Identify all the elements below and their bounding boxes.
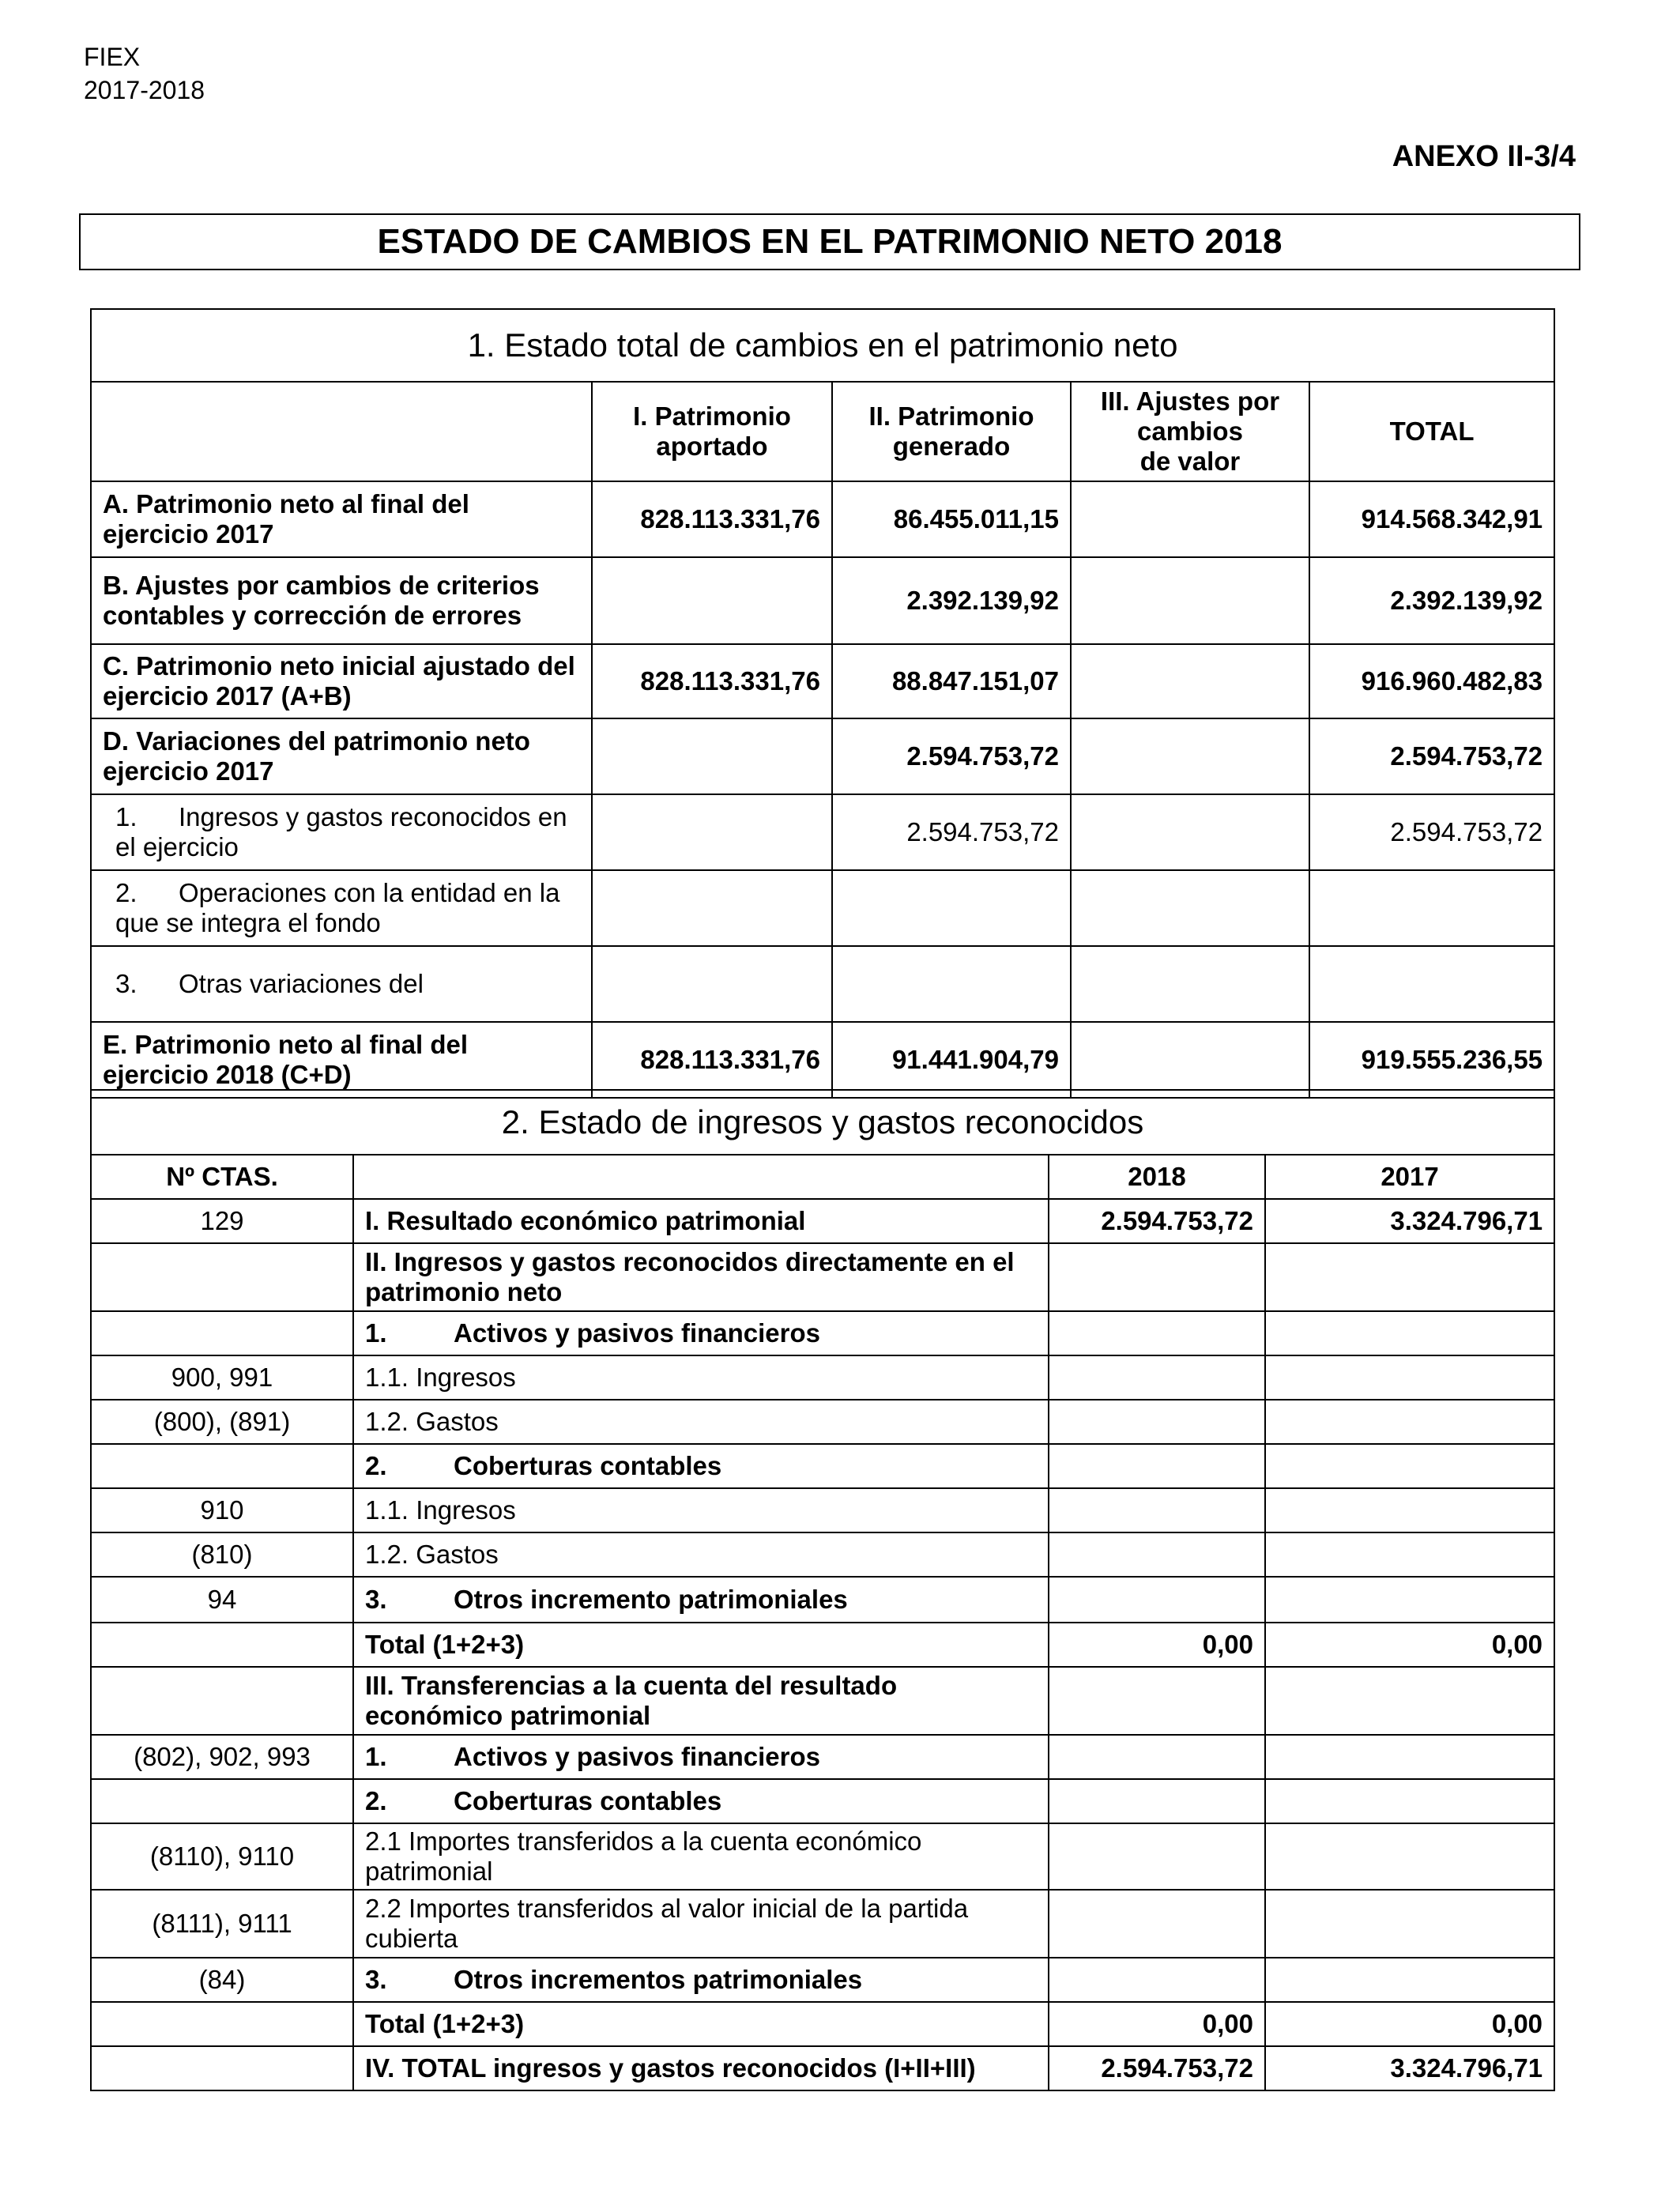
section1-row-value-col-2: 86.455.011,15 bbox=[832, 481, 1071, 557]
section2-row-value-2018 bbox=[1049, 1444, 1265, 1488]
section1-header-blank bbox=[91, 382, 592, 481]
section1-header-line: TOTAL bbox=[1389, 417, 1475, 446]
section1-row-value-col-3 bbox=[1071, 1022, 1309, 1098]
section1-row-value-col-4: 2.594.753,72 bbox=[1309, 794, 1554, 870]
section1-row-value-col-4: 2.594.753,72 bbox=[1309, 718, 1554, 794]
patrimonio-neto-table bbox=[90, 308, 1555, 1099]
section1-row-value-col-3 bbox=[1071, 557, 1309, 644]
section2-row-value-2018 bbox=[1049, 1532, 1265, 1577]
section2-row-value-2018 bbox=[1049, 1823, 1265, 1890]
section2-row bbox=[91, 1823, 1554, 1890]
section2-row-ctas: (84) bbox=[91, 1958, 353, 2002]
section2-row-ctas: (810) bbox=[91, 1532, 353, 1577]
section1-row-value-col-3 bbox=[1071, 718, 1309, 794]
section2-row-value-2017: 3.324.796,71 bbox=[1265, 1199, 1554, 1243]
section1-row bbox=[91, 718, 1554, 794]
row-index: 2. bbox=[365, 1451, 387, 1480]
section2-title-row bbox=[91, 1090, 1554, 1155]
section2-row bbox=[91, 1243, 1554, 1311]
section1-row-label: A. Patrimonio neto al final del ejercicio 2017 bbox=[91, 481, 592, 557]
section2-row-value-2017 bbox=[1265, 1958, 1554, 2002]
section2-row-value-2017 bbox=[1265, 1667, 1554, 1735]
section1-row-value-col-2: 91.441.904,79 bbox=[832, 1022, 1071, 1098]
section2-row-value-2018 bbox=[1049, 1488, 1265, 1532]
row-label-text: Activos y pasivos financieros bbox=[454, 1318, 821, 1348]
section1-row bbox=[91, 870, 1554, 946]
section1-row-value-col-4 bbox=[1309, 946, 1554, 1022]
section1-header-line: II. Patrimonio bbox=[868, 401, 1034, 431]
section1-row bbox=[91, 557, 1554, 644]
row-index: 1. bbox=[115, 802, 137, 831]
row-label-text: Otros incremento patrimoniales bbox=[454, 1585, 848, 1614]
section2-row-value-2017: 0,00 bbox=[1265, 2002, 1554, 2046]
section1-row-value-col-2: 2.392.139,92 bbox=[832, 557, 1071, 644]
section1-row-value-col-1 bbox=[592, 557, 832, 644]
section1-header-line: generado bbox=[892, 432, 1011, 461]
section2-row-value-2017 bbox=[1265, 1735, 1554, 1779]
row-index: 2. bbox=[365, 1786, 387, 1815]
section1-header-line: de valor bbox=[1139, 447, 1241, 476]
section2-row-value-2018 bbox=[1049, 1779, 1265, 1823]
section2-row-value-2017 bbox=[1265, 1311, 1554, 1355]
section2-row bbox=[91, 1311, 1554, 1355]
section2-row bbox=[91, 1667, 1554, 1735]
section1-row bbox=[91, 644, 1554, 718]
section2-row-ctas bbox=[91, 1444, 353, 1488]
section1-row bbox=[91, 481, 1554, 557]
section1-row bbox=[91, 946, 1554, 1022]
section2-row bbox=[91, 1444, 1554, 1488]
row-label-text: Coberturas contables bbox=[454, 1786, 722, 1815]
section1-header-col-3 bbox=[1071, 382, 1309, 481]
section2-row bbox=[91, 1890, 1554, 1958]
section2-row-value-2018: 0,00 bbox=[1049, 1623, 1265, 1667]
section2-row-ctas bbox=[91, 2046, 353, 2090]
section1-row-value-col-2 bbox=[832, 870, 1071, 946]
section2-row-label: 1.2. Gastos bbox=[353, 1400, 1049, 1444]
section2-row-value-2017 bbox=[1265, 1488, 1554, 1532]
section1-row-value-col-4: 916.960.482,83 bbox=[1309, 644, 1554, 718]
section2-row-value-2018 bbox=[1049, 1400, 1265, 1444]
section1-row bbox=[91, 1022, 1554, 1098]
section2-row-value-2018 bbox=[1049, 1667, 1265, 1735]
section2-row-label bbox=[353, 1311, 1049, 1355]
section2-row-value-2017 bbox=[1265, 1243, 1554, 1311]
section1-row-value-col-2 bbox=[832, 946, 1071, 1022]
row-index: 2. bbox=[115, 878, 137, 907]
ingresos-gastos-table bbox=[90, 1089, 1555, 2091]
section1-row-value-col-4: 919.555.236,55 bbox=[1309, 1022, 1554, 1098]
section2-row bbox=[91, 1400, 1554, 1444]
section1-row-label bbox=[91, 794, 592, 870]
section2-row-label: II. Ingresos y gastos reconocidos directamente en el patrimonio neto bbox=[353, 1243, 1049, 1311]
section2-row-ctas: 129 bbox=[91, 1199, 353, 1243]
section1-row-value-col-4: 914.568.342,91 bbox=[1309, 481, 1554, 557]
section1-row-value-col-3 bbox=[1071, 481, 1309, 557]
section2-row-value-2017 bbox=[1265, 1400, 1554, 1444]
section1-row-value-col-1 bbox=[592, 718, 832, 794]
section1-row-value-col-1: 828.113.331,76 bbox=[592, 481, 832, 557]
section1-title-row bbox=[91, 309, 1554, 382]
section2-row bbox=[91, 1779, 1554, 1823]
section1-row-value-col-1: 828.113.331,76 bbox=[592, 1022, 832, 1098]
row-label-text: Coberturas contables bbox=[454, 1451, 722, 1480]
section2-row-value-2018: 2.594.753,72 bbox=[1049, 2046, 1265, 2090]
section1-header-col-1 bbox=[592, 382, 832, 481]
section2-row-value-2017 bbox=[1265, 1532, 1554, 1577]
page-title: ESTADO DE CAMBIOS EN EL PATRIMONIO NETO 2018 bbox=[79, 213, 1580, 270]
section2-row-label: 2.1 Importes transferidos a la cuenta económico patrimonial bbox=[353, 1823, 1049, 1890]
section2-row-ctas bbox=[91, 1779, 353, 1823]
section2-row-value-2018 bbox=[1049, 1890, 1265, 1958]
section2-row-value-2018 bbox=[1049, 1243, 1265, 1311]
section2-row bbox=[91, 1958, 1554, 2002]
row-label-text: Otros incrementos patrimoniales bbox=[454, 1965, 863, 1994]
section1-row-label bbox=[91, 870, 592, 946]
section2-row-value-2018 bbox=[1049, 1735, 1265, 1779]
section2-row-value-2018: 2.594.753,72 bbox=[1049, 1199, 1265, 1243]
section1-row-value-col-4: 2.392.139,92 bbox=[1309, 557, 1554, 644]
section1-row-value-col-2: 2.594.753,72 bbox=[832, 794, 1071, 870]
section2-row-label: 2.2 Importes transferidos al valor inicial de la partida cubierta bbox=[353, 1890, 1049, 1958]
section2-row-ctas: (8111), 9111 bbox=[91, 1890, 353, 1958]
section2-row bbox=[91, 1199, 1554, 1243]
section2-row-label: IV. TOTAL ingresos y gastos reconocidos (I+II+III) bbox=[353, 2046, 1049, 2090]
section2-row-value-2017 bbox=[1265, 1577, 1554, 1623]
section1-header-line: aportado bbox=[656, 432, 768, 461]
section2-row-label bbox=[353, 1444, 1049, 1488]
section1-row-value-col-3 bbox=[1071, 644, 1309, 718]
section2-row-value-2018 bbox=[1049, 1958, 1265, 2002]
section2-row-value-2018 bbox=[1049, 1311, 1265, 1355]
section1-row-value-col-3 bbox=[1071, 946, 1309, 1022]
section1-row-label: E. Patrimonio neto al final del ejercicio 2018 (C+D) bbox=[91, 1022, 592, 1098]
section2-row bbox=[91, 1577, 1554, 1623]
section2-row-ctas bbox=[91, 1667, 353, 1735]
section2-row-label: Total (1+2+3) bbox=[353, 2002, 1049, 2046]
row-index: 1. bbox=[365, 1742, 387, 1771]
section1-row-value-col-4 bbox=[1309, 870, 1554, 946]
section1-header-line: cambios bbox=[1137, 417, 1243, 446]
section2-row-value-2017 bbox=[1265, 1444, 1554, 1488]
section2-header-2018: 2018 bbox=[1049, 1155, 1265, 1199]
section1-row-value-col-1 bbox=[592, 946, 832, 1022]
header-org: FIEX bbox=[84, 43, 141, 71]
section2-row-ctas bbox=[91, 1311, 353, 1355]
section2-row bbox=[91, 1735, 1554, 1779]
section1-row-label bbox=[91, 946, 592, 1022]
section2-row-label: 1.1. Ingresos bbox=[353, 1355, 1049, 1400]
section2-row-value-2017: 3.324.796,71 bbox=[1265, 2046, 1554, 2090]
section2-row-ctas: 94 bbox=[91, 1577, 353, 1623]
section2-row bbox=[91, 1488, 1554, 1532]
section2-row-ctas: 910 bbox=[91, 1488, 353, 1532]
row-index: 3. bbox=[115, 969, 137, 998]
section1-row-value-col-1: 828.113.331,76 bbox=[592, 644, 832, 718]
row-label-text: Activos y pasivos financieros bbox=[454, 1742, 821, 1771]
section2-row-label bbox=[353, 1577, 1049, 1623]
section1-row-label: D. Variaciones del patrimonio neto ejercicio 2017 bbox=[91, 718, 592, 794]
section1-title: 1. Estado total de cambios en el patrimonio neto bbox=[91, 309, 1554, 382]
section2-row-value-2018 bbox=[1049, 1577, 1265, 1623]
section1-header-col-2 bbox=[832, 382, 1071, 481]
section1-row-value-col-2: 2.594.753,72 bbox=[832, 718, 1071, 794]
section2-row bbox=[91, 2002, 1554, 2046]
section1-row-value-col-1 bbox=[592, 870, 832, 946]
row-index: 3. bbox=[365, 1965, 387, 1994]
section2-row-value-2017 bbox=[1265, 1890, 1554, 1958]
section2-row-value-2017 bbox=[1265, 1823, 1554, 1890]
header-period: 2017-2018 bbox=[84, 76, 205, 104]
section1-row-label: C. Patrimonio neto inicial ajustado del ejercicio 2017 (A+B) bbox=[91, 644, 592, 718]
section2-header-blank bbox=[353, 1155, 1049, 1199]
section2-row bbox=[91, 1532, 1554, 1577]
section1-header-line: I. Patrimonio bbox=[633, 401, 791, 431]
section2-row-ctas bbox=[91, 1623, 353, 1667]
section2-row-ctas: 900, 991 bbox=[91, 1355, 353, 1400]
row-label-text: Otras variaciones del bbox=[179, 969, 424, 998]
section2-row bbox=[91, 1623, 1554, 1667]
row-index: 3. bbox=[365, 1585, 387, 1614]
section1-row-value-col-3 bbox=[1071, 794, 1309, 870]
section1-row-value-col-1 bbox=[592, 794, 832, 870]
section2-row-ctas bbox=[91, 1243, 353, 1311]
section2-row bbox=[91, 2046, 1554, 2090]
section2-row-value-2018 bbox=[1049, 1355, 1265, 1400]
section2-row-label: 1.1. Ingresos bbox=[353, 1488, 1049, 1532]
section2-row-label bbox=[353, 1735, 1049, 1779]
section2-row-value-2017: 0,00 bbox=[1265, 1623, 1554, 1667]
section2-row-label bbox=[353, 1958, 1049, 2002]
section1-header-col-4 bbox=[1309, 382, 1554, 481]
section2-row-label: 1.2. Gastos bbox=[353, 1532, 1049, 1577]
section2-row-ctas: (800), (891) bbox=[91, 1400, 353, 1444]
section2-row-label bbox=[353, 1779, 1049, 1823]
section2-row bbox=[91, 1355, 1554, 1400]
section1-row-value-col-2: 88.847.151,07 bbox=[832, 644, 1071, 718]
section2-header-2017: 2017 bbox=[1265, 1155, 1554, 1199]
section2-row-value-2017 bbox=[1265, 1355, 1554, 1400]
section1-header-line: III. Ajustes por bbox=[1100, 386, 1280, 416]
section1-header-row bbox=[91, 382, 1554, 481]
section2-row-ctas: (8110), 9110 bbox=[91, 1823, 353, 1890]
section2-row-label: I. Resultado económico patrimonial bbox=[353, 1199, 1049, 1243]
section2-row-value-2017 bbox=[1265, 1779, 1554, 1823]
section1-row-label: B. Ajustes por cambios de criterios contables y corrección de errores bbox=[91, 557, 592, 644]
section2-row-value-2018: 0,00 bbox=[1049, 2002, 1265, 2046]
section1-row bbox=[91, 794, 1554, 870]
section2-row-label: Total (1+2+3) bbox=[353, 1623, 1049, 1667]
section2-title: 2. Estado de ingresos y gastos reconocidos bbox=[91, 1090, 1554, 1155]
row-label-text: Operaciones con la entidad en la que se integra el fondo bbox=[115, 878, 560, 937]
annex-label: ANEXO II-3/4 bbox=[1392, 140, 1576, 173]
section2-row-ctas bbox=[91, 2002, 353, 2046]
section2-row-ctas: (802), 902, 993 bbox=[91, 1735, 353, 1779]
section1-row-value-col-3 bbox=[1071, 870, 1309, 946]
section2-header-row bbox=[91, 1155, 1554, 1199]
row-index: 1. bbox=[365, 1318, 387, 1348]
section2-row-label: III. Transferencias a la cuenta del resultado económico patrimonial bbox=[353, 1667, 1049, 1735]
row-label-text: Ingresos y gastos reconocidos en el ejercicio bbox=[115, 802, 567, 861]
section2-header-ctas: Nº CTAS. bbox=[91, 1155, 353, 1199]
